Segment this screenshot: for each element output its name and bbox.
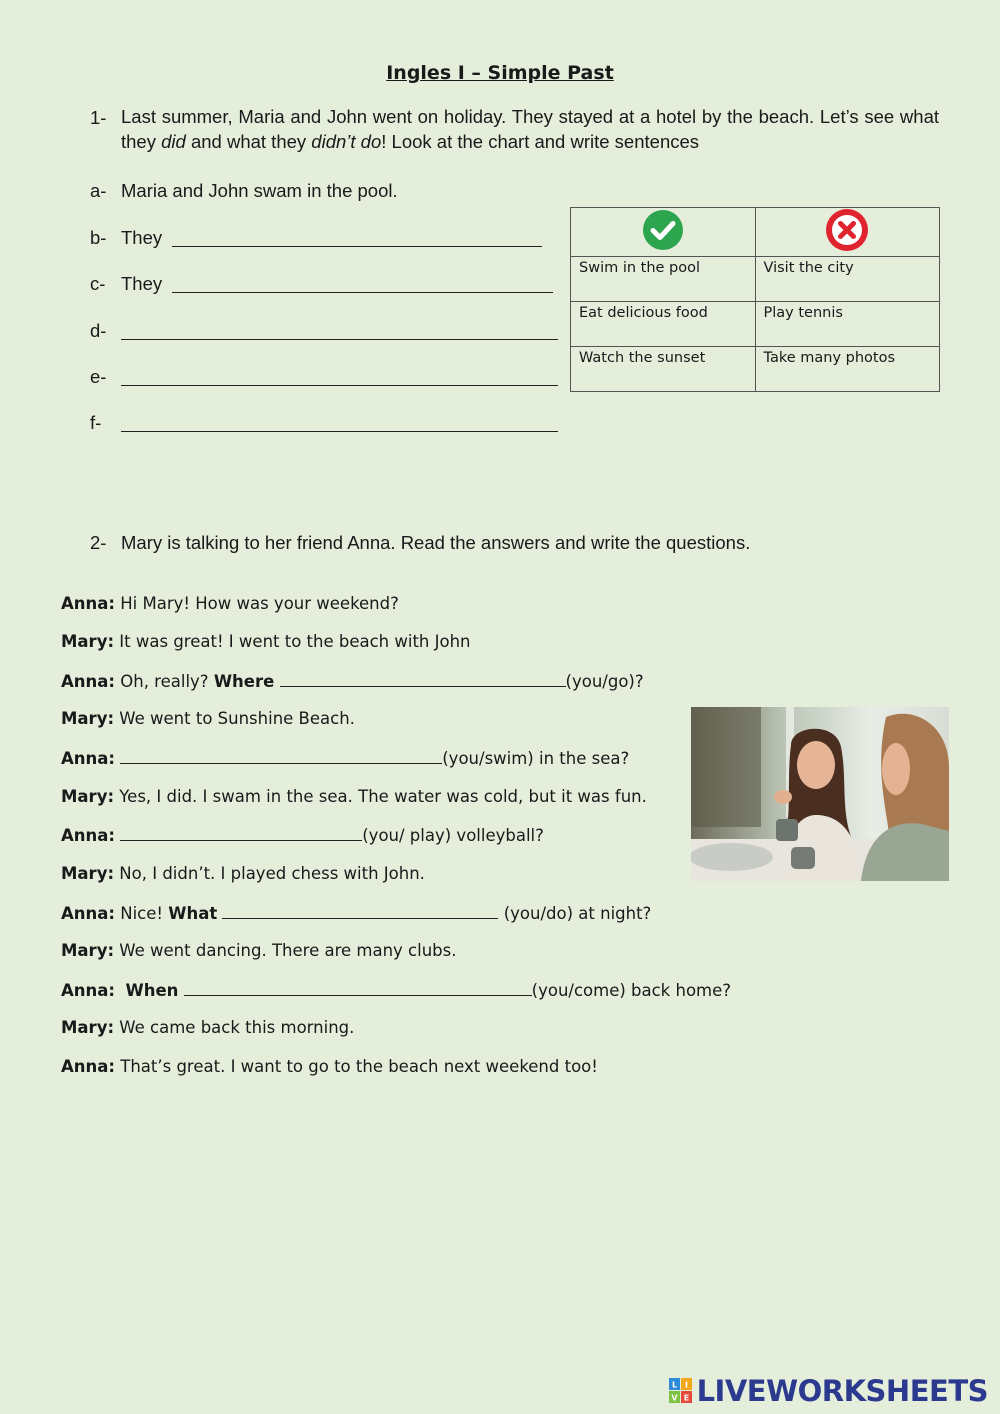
dialogue-text: We came back this morning. xyxy=(114,1018,355,1037)
dialogue-text: Hi Mary! How was your weekend? xyxy=(115,594,399,613)
dialogue-line xyxy=(61,632,471,651)
q1-didnt: didn’t do xyxy=(311,131,382,152)
speaker-anna: Anna: xyxy=(61,904,115,923)
verb-hint: (you/swim) in the sea? xyxy=(442,749,630,768)
answer-e-input[interactable] xyxy=(121,367,558,386)
dialogue-line xyxy=(61,864,425,883)
chart-row xyxy=(571,302,940,347)
verb-hint: (you/ play) volleyball? xyxy=(362,826,544,845)
speaker-mary: Mary: xyxy=(61,941,115,960)
verb-hint: (you/come) back home? xyxy=(531,981,732,1000)
dialogue-text: No, I didn’t. I played chess with John. xyxy=(114,864,425,883)
dialogue-line xyxy=(61,787,647,806)
check-icon xyxy=(642,209,684,251)
q1-did: did xyxy=(161,131,186,152)
answer-f-label: f- xyxy=(90,412,102,433)
q1-text-1: Last summer, Maria and John went on holiday. They stayed at a hotel by the beach. Let’s see what they xyxy=(121,106,939,152)
chart-header-didnt xyxy=(755,208,940,257)
answer-c-prefix: They xyxy=(121,273,163,294)
question-blank-input[interactable] xyxy=(120,748,442,764)
dialogue-text: It was great! I went to the beach with John xyxy=(114,632,471,651)
question-word: Where xyxy=(213,672,275,691)
dialogue-text: That’s great. I want to go to the beach next weekend too! xyxy=(115,1057,598,1076)
svg-text:I: I xyxy=(684,1380,688,1390)
answer-a-label: a- xyxy=(90,180,107,201)
answer-d-label: d- xyxy=(90,320,107,341)
speaker-anna: Anna: xyxy=(61,672,115,691)
liveworksheets-logo-text: LIVEWORKSHEETS xyxy=(696,1374,988,1408)
did-didnt-chart xyxy=(570,207,940,392)
answer-b-label: b- xyxy=(90,227,107,248)
cross-icon xyxy=(825,208,869,252)
chart-row xyxy=(571,257,940,302)
dialogue-text: Yes, I did. I swam in the sea. The water was cold, but it was fun. xyxy=(114,787,647,806)
answer-c-label: c- xyxy=(90,273,106,294)
verb-hint: (you/do) at night? xyxy=(498,904,652,923)
answer-e-label: e- xyxy=(90,366,107,387)
speaker-anna: Anna: xyxy=(61,594,115,613)
speaker-anna: Anna: xyxy=(61,826,115,845)
question-blank-input[interactable] xyxy=(280,671,566,687)
chart-didnt-cell: Take many photos xyxy=(755,347,940,392)
question-2-number: 2- xyxy=(90,532,107,553)
answer-a-text: Maria and John swam in the pool. xyxy=(121,180,398,201)
chart-didnt-cell: Play tennis xyxy=(755,302,940,347)
chart-header-did xyxy=(571,208,756,257)
dialogue-text: Oh, really? xyxy=(115,672,214,691)
liveworksheets-logo xyxy=(669,1374,988,1408)
dialogue-line xyxy=(61,594,399,613)
speaker-mary: Mary: xyxy=(61,864,115,883)
dialogue-text: We went to Sunshine Beach. xyxy=(114,709,355,728)
q1-text-3: ! Look at the chart and write sentences xyxy=(381,131,700,152)
question-word: When xyxy=(125,981,179,1000)
question-1-number: 1- xyxy=(90,107,107,128)
answer-b-prefix: They xyxy=(121,227,163,248)
chart-header-row xyxy=(571,208,940,257)
dialogue-line xyxy=(61,903,651,923)
photo-two-women-talking xyxy=(691,707,949,881)
dialogue-text: Nice! xyxy=(115,904,169,923)
chart-row xyxy=(571,347,940,392)
speaker-mary: Mary: xyxy=(61,787,115,806)
dialogue-line xyxy=(61,671,644,691)
speaker-anna: Anna: xyxy=(61,981,115,1000)
speaker-anna: Anna: xyxy=(61,1057,115,1076)
question-blank-input[interactable] xyxy=(222,903,498,919)
chart-did-cell: Swim in the pool xyxy=(571,257,756,302)
speaker-mary: Mary: xyxy=(61,1018,115,1037)
answer-c-input[interactable] xyxy=(172,274,553,293)
liveworksheets-logo-icon xyxy=(669,1378,693,1404)
question-1-instructions xyxy=(121,104,939,154)
svg-text:L: L xyxy=(671,1380,677,1390)
question-blank-input[interactable] xyxy=(184,980,532,996)
chart-didnt-cell: Visit the city xyxy=(755,257,940,302)
dialogue-text: We went dancing. There are many clubs. xyxy=(114,941,457,960)
page-title: Ingles I – Simple Past xyxy=(386,62,614,84)
answer-f-input[interactable] xyxy=(121,413,558,432)
speaker-mary: Mary: xyxy=(61,709,115,728)
dialogue-line xyxy=(61,709,355,728)
svg-text:V: V xyxy=(670,1393,678,1403)
dialogue-line xyxy=(61,980,731,1000)
dialogue-line xyxy=(61,1057,598,1076)
dialogue-line xyxy=(61,941,457,960)
dialogue-line xyxy=(61,825,544,845)
verb-hint: (you/go)? xyxy=(565,672,644,691)
svg-text:E: E xyxy=(683,1393,689,1403)
q1-text-2: and what they xyxy=(185,131,312,152)
answer-d-input[interactable] xyxy=(121,321,558,340)
chart-did-cell: Eat delicious food xyxy=(571,302,756,347)
speaker-anna: Anna: xyxy=(61,749,115,768)
speaker-mary: Mary: xyxy=(61,632,115,651)
question-word: What xyxy=(168,904,218,923)
question-2-instructions: Mary is talking to her friend Anna. Read the answers and write the questions. xyxy=(121,532,751,553)
dialogue-line xyxy=(61,748,629,768)
chart-did-cell: Watch the sunset xyxy=(571,347,756,392)
dialogue-line xyxy=(61,1018,354,1037)
question-blank-input[interactable] xyxy=(120,825,362,841)
answer-b-input[interactable] xyxy=(172,228,542,247)
